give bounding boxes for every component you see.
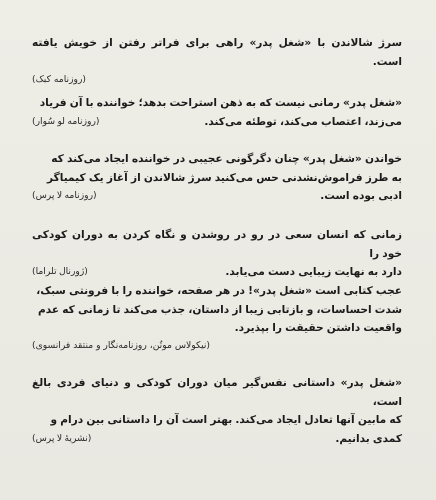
quote-4-line-2-text: دارد به نهایت زیبایی دست می‌یابد. [225, 266, 402, 278]
quote-2-line-1: «شغل پدر» رمانی نیست که به ذهن استراحت بدهد؛ خواننده با آن فریاد [39, 97, 402, 109]
quote-2-line-2 [32, 113, 402, 132]
quote-4-source: (ژورنال تلراما) [32, 266, 88, 277]
quote-1 [32, 34, 402, 87]
quote-1-line-1: سرژ شالاندن با «شغل پدر» راهی برای فراتر رفتن از خویش یافته است. [32, 37, 402, 68]
quote-2-source: (روزنامه لو سُوار) [32, 115, 100, 127]
quote-5-line-3: واقعیت داشتن حقیقت را بپذیرد. [234, 322, 402, 334]
quote-4-line-2 [32, 263, 402, 282]
quote-2 [32, 94, 402, 131]
quote-3-line-3-text: ادبی بوده است. [320, 190, 402, 202]
quote-6-line-3-text: کمدی بدانیم. [335, 432, 402, 445]
quote-3-source: (روزنامه لا پرس) [32, 190, 97, 201]
quote-3-line-2: به طرز فراموش‌نشدنی حس می‌کنید سرژ شالاندن از آغاز یک کیمیاگر [47, 171, 402, 184]
quote-6 [32, 374, 402, 448]
quote-2-line-2-text: می‌زند، اعتصاب می‌کند، توطئه می‌کند. [204, 115, 402, 128]
quote-5-source: (نیکولاس موتُن، روزنامه‌نگار و منتقد فرانسوی) [32, 339, 211, 351]
quote-4-line-1: زمانی که انسان سعی در رو در روشدن و نگاه کردن به دوران کودکی خود را [32, 229, 402, 260]
quote-6-line-2: که مابین آنها تعادل ایجاد می‌کند. بهتر است آن را داستانی بین درام و [50, 414, 402, 426]
quote-3-line-3 [32, 187, 402, 206]
quote-5-line-2: شدت احساسات، و بازتابی زیبا از داستان، جذب می‌کند تا زمانی که عدم [37, 303, 402, 316]
quote-1-source: (روزنامه کبک) [32, 74, 86, 85]
quote-3-line-1: خواندن «شغل پدر» چنان دگرگونی عجیبی در خواننده ایجاد می‌کند که [51, 153, 402, 165]
quote-4 [32, 226, 402, 282]
quote-3 [32, 150, 402, 206]
quote-6-source: (نشریهٔ لا پرس) [32, 432, 92, 444]
quote-5-line-1: عجب کتابی است «شغل پدر»! در هر صفحه، خواننده را با فرونتی سبک، [36, 285, 402, 297]
quote-6-line-3 [32, 430, 402, 449]
quote-5 [32, 282, 402, 353]
quote-6-line-1: «شغل پدر» داستانی نفس‌گیر میان دوران کودکی و دنیای فردی بالغ است، [32, 377, 402, 408]
